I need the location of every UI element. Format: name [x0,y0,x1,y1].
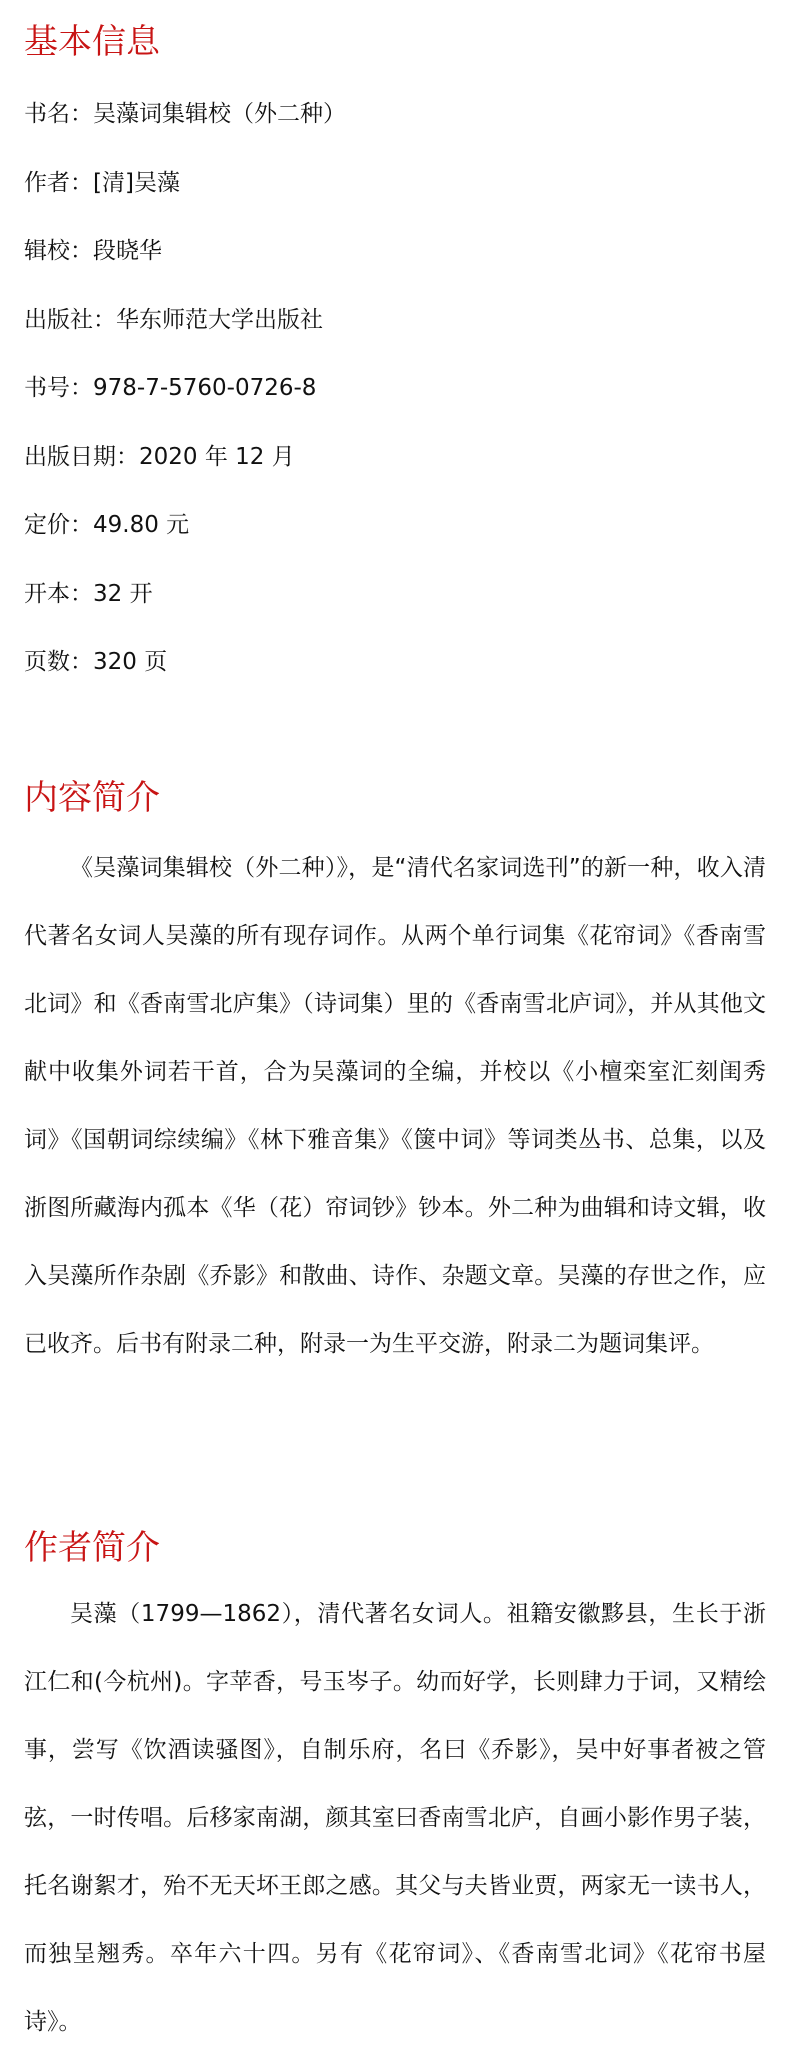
field-publisher: 出版社：华东师范大学出版社 [24,307,323,333]
field-title: 书名：吴藻词集辑校（外二种） [24,101,346,127]
author-intro-heading: 作者简介 [24,1528,160,1568]
field-isbn: 书号：978-7-5760-0726-8 [24,375,317,401]
field-pages: 页数：320 页 [24,649,168,675]
field-price: 定价：49.80 元 [24,512,190,538]
author-intro-paragraph: 吴藻（1799—1862），清代著名女词人。祖籍安徽黟县，生长于浙江仁和(今杭州)。字苹香，号玉岑子。幼而好学，长则肆力于词，又精绘事，尝写《饮酒读骚图》，自制乐府，名曰《乔影》，吴中好事者被之管弦，一时传唱。后移家南湖，颜其室曰香南雪北庐，自画小影作男子装，托名谢絮才，殆不无天坏王郎之感。其父与夫皆业贾，两家无一读书人，而独呈翘秀。卒年六十四。另有《花帘词》、《香南雪北词》《花帘书屋诗》。 [24,1601,766,2035]
basic-info-heading: 基本信息 [24,22,160,62]
field-author: 作者：[清]吴藻 [24,170,180,196]
field-editor: 辑校：段晓华 [24,238,162,264]
content-intro-paragraph: 《吴藻词集辑校（外二种）》，是“清代名家词选刊”的新一种，收入清代著名女词人吴藻的所有现存词作。从两个单行词集《花帘词》《香南雪北词》和《香南雪北庐集》（诗词集）里的《香南雪北庐词》，并从其他文献中收集外词若干首，合为吴藻词的全编，并校以《小檀栾室汇刻闺秀词》《国朝词综续编》《林下雅音集》《箧中词》等词类丛书、总集，以及浙图所藏海内孤本《华（花）帘词钞》钞本。外二种为曲辑和诗文辑，收入吴藻所作杂剧《乔影》和散曲、诗作、杂题文章。吴藻的存世之作，应已收齐。后书有附录二种，附录一为生平交游，附录二为题词集评。 [24,855,766,1357]
field-pub-date: 出版日期：2020 年 12 月 [24,444,295,470]
content-intro-heading: 内容简介 [24,778,160,818]
field-format: 开本：32 开 [24,581,153,607]
